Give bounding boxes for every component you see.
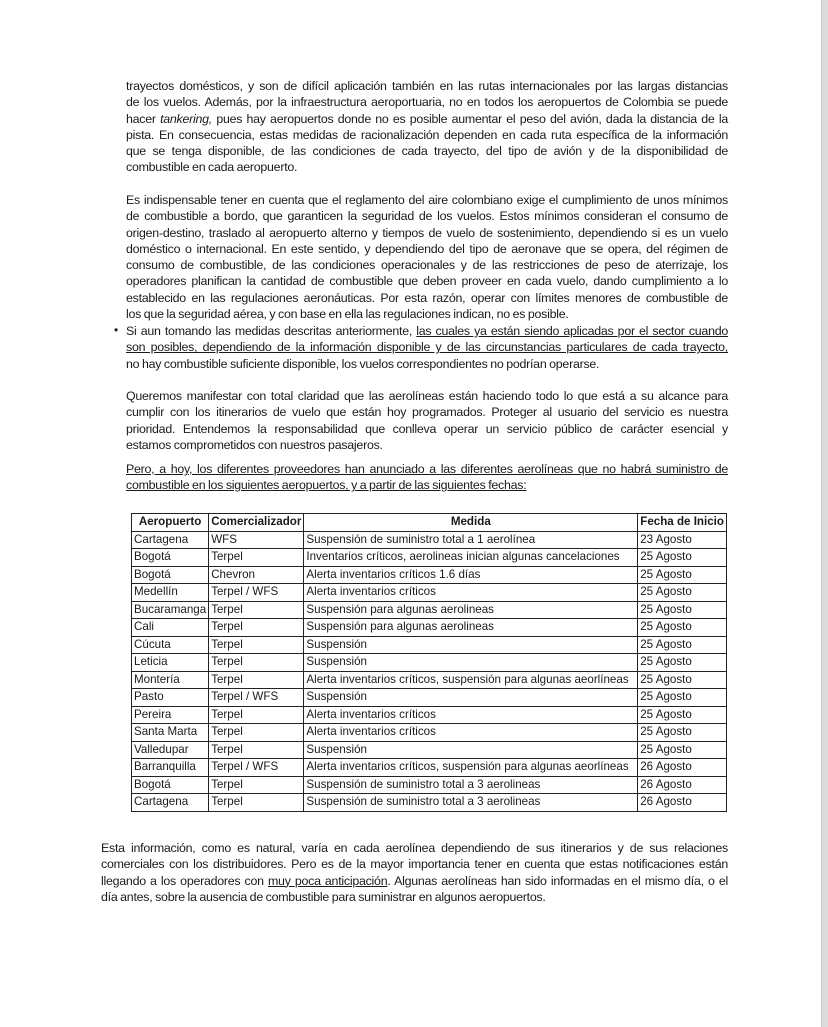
cell-measure: Suspensión para algunas aerolineas (304, 601, 638, 619)
column-header: Aeropuerto (132, 514, 209, 532)
text-segment: trayectos domésticos, y son de difícil aplicación también en las rutas internacionales por las largas distancias (126, 79, 728, 93)
cell-airport: Bogotá (132, 566, 209, 584)
text-line (126, 94, 728, 110)
table-row (132, 549, 727, 567)
column-header: Comercializador (209, 514, 304, 532)
cell-supplier: Terpel (209, 636, 304, 654)
cell-start-date: 25 Agosto (638, 654, 727, 672)
cell-start-date: 26 Agosto (638, 794, 727, 812)
underlined-text: muy poca anticipación (267, 873, 388, 888)
text-line (126, 461, 728, 477)
cell-start-date: 25 Agosto (638, 601, 727, 619)
text-segment: Es indispensable tener en cuenta que el reglamento del aire colombiano exige el cumplimiento de unos mínimos (126, 193, 728, 207)
cell-supplier: Chevron (209, 566, 304, 584)
cell-airport: Cúcuta (132, 636, 209, 654)
text-segment: comerciales con los distribuidores. Pero es de la mayor importancia tener en cuenta que estas notificaciones están (101, 857, 728, 872)
table-row (132, 724, 727, 742)
text-segment: combustible en cada aeropuerto. (126, 160, 298, 175)
underlined-text: son posibles, dependiendo de la información disponible y de las circunstancias particulares de cada trayecto, (126, 340, 728, 355)
cell-start-date: 25 Agosto (638, 584, 727, 602)
cell-supplier: Terpel (209, 706, 304, 724)
column-header: Medida (304, 514, 638, 532)
bullet-marker: • (114, 323, 119, 337)
text-segment: origen-destino, traslado al aeropuerto alterno y tiempos de vuelo de sostenimiento, dependiendo si es un vuelo (126, 225, 728, 240)
cell-supplier: Terpel (209, 601, 304, 619)
cell-measure: Suspensión (304, 741, 638, 759)
cell-measure: Suspensión (304, 689, 638, 707)
italic-text: tankering, (160, 111, 212, 126)
cell-airport: Bogotá (132, 776, 209, 794)
table-row (132, 601, 727, 619)
cell-start-date: 26 Agosto (638, 759, 727, 777)
table-row (132, 706, 727, 724)
cell-measure: Suspensión para algunas aerolineas (304, 619, 638, 637)
cell-airport: Bogotá (132, 549, 209, 567)
cell-measure: Alerta inventarios críticos, suspensión para algunas aeorlíneas (304, 671, 638, 689)
cell-start-date: 25 Agosto (638, 671, 727, 689)
cell-supplier: Terpel (209, 671, 304, 689)
text-line (126, 306, 728, 322)
table-row (132, 531, 727, 549)
text-line (101, 856, 728, 872)
text-segment: establecido en las regulaciones aeronáuticas. Por esta razón, operar con límites menores de combustible de (126, 290, 728, 305)
text-segment: operadores planifican la cantidad de combustible que deben proveer en cada vuelo, dando cumplimiento a lo (126, 274, 728, 289)
cell-supplier: Terpel / WFS (209, 759, 304, 777)
paragraph-fuel-minimums (126, 192, 728, 322)
text-line (126, 273, 728, 289)
cell-airport: Leticia (132, 654, 209, 672)
cell-start-date: 25 Agosto (638, 549, 727, 567)
text-line (126, 241, 728, 257)
text-line (126, 257, 728, 273)
cell-measure: Alerta inventarios críticos, suspensión para algunas aeorlíneas (304, 759, 638, 777)
cell-supplier: Terpel (209, 549, 304, 567)
text-segment: prioridad. Entendemos la responsabilidad que conlleva operar un servicio público de carácter esencial y (126, 421, 728, 436)
paragraph-information-varies (101, 840, 728, 905)
cell-airport: Medellín (132, 584, 209, 602)
cell-supplier: Terpel (209, 794, 304, 812)
table-row (132, 776, 727, 794)
cell-measure: Suspensión de suministro total a 3 aerolineas (304, 794, 638, 812)
underlined-text: Pero, a hoy, los diferentes proveedores han anunciado a las diferentes aerolíneas que no habrá suministro de (126, 462, 728, 476)
text-segment: pues hay aeropuertos donde no es posible aumentar el peso del avión, dada la distancia de la (212, 111, 728, 126)
cell-start-date: 25 Agosto (638, 619, 727, 637)
text-segment: no hay combustible suficiente disponible, los vuelos correspondientes no podrían operarse. (126, 356, 600, 371)
cell-start-date: 23 Agosto (638, 531, 727, 549)
text-line (126, 388, 728, 404)
table-row (132, 619, 727, 637)
cell-supplier: Terpel (209, 724, 304, 742)
cell-supplier: Terpel (209, 619, 304, 637)
cell-measure: Suspensión (304, 654, 638, 672)
cell-supplier: WFS (209, 531, 304, 549)
cell-measure: Alerta inventarios críticos (304, 706, 638, 724)
cell-airport: Valledupar (132, 741, 209, 759)
table-row (132, 689, 727, 707)
text-segment: día antes, sobre la ausencia de combustible para suministrar en algunos aeropuertos. (101, 889, 546, 904)
cell-airport: Pereira (132, 706, 209, 724)
paragraph-suppliers-notice (126, 461, 728, 494)
text-segment: de combustible a bordo, que garanticen la seguridad de los vuelos. Estos mínimos consideran el consumo de (126, 209, 728, 224)
text-segment: . Algunas aerolíneas han sido informadas en el mismo día, o el (387, 873, 728, 888)
table-row (132, 759, 727, 777)
text-segment: los que la seguridad aérea, y con base en ella las regulaciones indican, no es posible. (126, 307, 569, 322)
cell-supplier: Terpel / WFS (209, 584, 304, 602)
text-line (101, 840, 728, 856)
text-line (126, 192, 728, 208)
text-segment: consumo de combustible, de las condiciones operacionales y de las restricciones de peso de aterrizaje, los (126, 258, 728, 273)
underlined-text: combustible en los siguientes aeropuertos, y a partir de las siguientes fechas: (126, 478, 527, 493)
text-segment: estamos comprometidos con nuestros pasajeros. (126, 437, 383, 452)
table-row (132, 794, 727, 812)
text-line (126, 159, 728, 175)
table-row (132, 654, 727, 672)
page-edge (821, 0, 828, 1027)
text-line (126, 290, 728, 306)
table-row (132, 584, 727, 602)
text-segment: que se tenga disponible, de las condiciones de cada trayecto, del tipo de avión y de la disponibilidad de (126, 144, 728, 159)
cell-airport: Pasto (132, 689, 209, 707)
table-header-row (132, 514, 727, 532)
text-line (101, 889, 728, 905)
cell-airport: Barranquilla (132, 759, 209, 777)
cell-measure: Suspensión de suministro total a 1 aerolínea (304, 531, 638, 549)
text-segment: doméstico o internacional. En este sentido, y dependiendo del tipo de aeronave que se opera, del régimen de (126, 241, 728, 256)
table-row (132, 566, 727, 584)
text-line (126, 111, 728, 127)
text-line (126, 323, 728, 339)
cell-measure: Alerta inventarios críticos 1.6 días (304, 566, 638, 584)
cell-start-date: 25 Agosto (638, 636, 727, 654)
text-line (126, 78, 728, 94)
text-segment: Si aun tomando las medidas descritas anteriormente, (126, 324, 417, 338)
text-segment: hacer (126, 111, 161, 126)
cell-supplier: Terpel (209, 776, 304, 794)
cell-start-date: 26 Agosto (638, 776, 727, 794)
text-line (126, 208, 728, 224)
cell-measure: Inventarios críticos, aerolineas inician algunas cancelaciones (304, 549, 638, 567)
cell-airport: Santa Marta (132, 724, 209, 742)
cell-start-date: 25 Agosto (638, 706, 727, 724)
table-row (132, 636, 727, 654)
cell-start-date: 25 Agosto (638, 741, 727, 759)
fuel-supply-table (131, 513, 727, 812)
table-row (132, 671, 727, 689)
cell-airport: Bucaramanga (132, 601, 209, 619)
paragraph-bullet-flights (126, 323, 728, 372)
cell-supplier: Terpel (209, 654, 304, 672)
cell-start-date: 25 Agosto (638, 689, 727, 707)
cell-start-date: 25 Agosto (638, 724, 727, 742)
underlined-text: las cuales ya están siendo aplicadas por el sector cuando (416, 324, 728, 338)
cell-airport: Cali (132, 619, 209, 637)
cell-measure: Alerta inventarios críticos (304, 724, 638, 742)
text-line (126, 143, 728, 159)
cell-supplier: Terpel (209, 741, 304, 759)
text-segment: Queremos manifestar con total claridad que las aerolíneas están haciendo todo lo que está a su alcance para (126, 389, 728, 403)
paragraph-airlines-commitment (126, 388, 728, 453)
paragraph-tankering (126, 78, 728, 176)
cell-measure: Suspensión de suministro total a 3 aerolineas (304, 776, 638, 794)
text-segment: llegando a los operadores con (101, 873, 268, 888)
text-line (126, 477, 728, 493)
text-segment: de los vuelos. Además, por la infraestructura aeroportuaria, no en todos los aeropuertos de Colombia se puede (126, 95, 728, 110)
cell-airport: Cartagena (132, 531, 209, 549)
cell-airport: Cartagena (132, 794, 209, 812)
text-segment: cumplir con los itinerarios de vuelo que están hoy programados. Proteger al usuario del servicio es nuestra (126, 405, 728, 420)
table-row (132, 741, 727, 759)
text-segment: Esta información, como es natural, varía en cada aerolínea dependiendo de sus itinerarios y de sus relaciones (101, 841, 728, 855)
text-line (126, 404, 728, 420)
cell-measure: Alerta inventarios críticos (304, 584, 638, 602)
text-line (126, 421, 728, 437)
text-line (126, 437, 728, 453)
text-line (126, 225, 728, 241)
cell-measure: Suspensión (304, 636, 638, 654)
text-line (126, 356, 728, 372)
column-header: Fecha de Inicio (638, 514, 727, 532)
text-line (101, 873, 728, 889)
text-line (126, 339, 728, 355)
cell-supplier: Terpel / WFS (209, 689, 304, 707)
cell-start-date: 25 Agosto (638, 566, 727, 584)
text-segment: pista. En consecuencia, estas medidas de racionalización dependen en cada ruta específica de la información (126, 127, 728, 142)
cell-airport: Montería (132, 671, 209, 689)
text-line (126, 127, 728, 143)
